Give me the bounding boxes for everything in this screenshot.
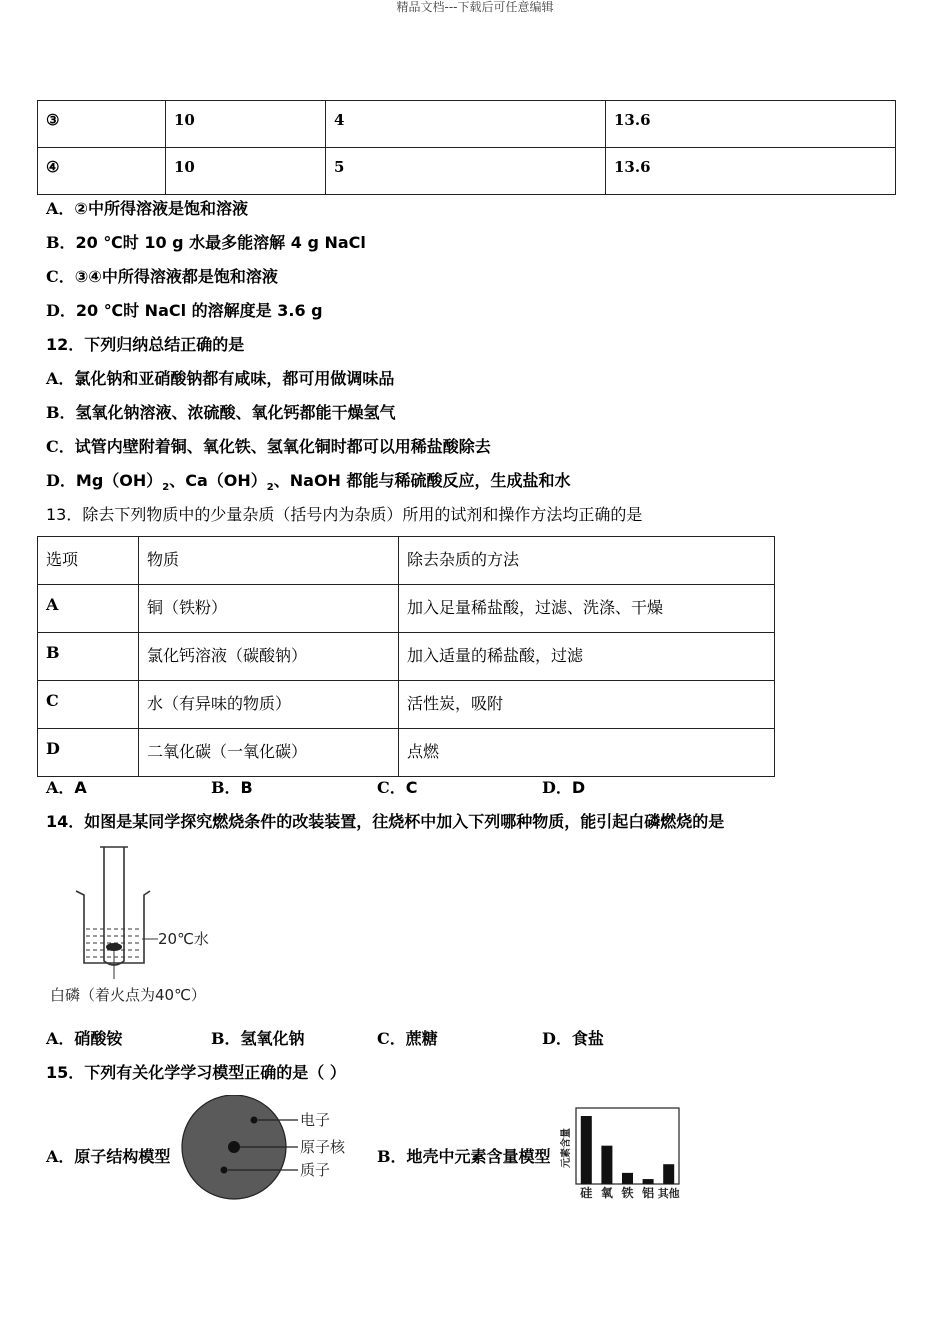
proton-dot: [221, 1167, 228, 1174]
table-header-cell: 选项: [38, 537, 139, 585]
chart-bar: [601, 1146, 612, 1184]
option-text: A: [74, 778, 87, 797]
option-text: 蔗糖: [405, 1029, 438, 1048]
table-header-cell: 除去杂质的方法: [399, 537, 775, 585]
q14-option-d[interactable]: [542, 1029, 604, 1049]
q12-option-d[interactable]: [46, 471, 571, 498]
table-cell: ④: [38, 148, 166, 195]
table-cell: 氯化钙溶液（碳酸钠）: [139, 633, 399, 681]
table-row: [38, 681, 775, 729]
option-text: ③④中所得溶液都是饱和溶液: [74, 267, 278, 286]
option-text: 氢氧化钠: [240, 1029, 305, 1048]
nucleus-dot: [228, 1141, 240, 1153]
q13-option-c[interactable]: [377, 778, 418, 798]
beaker: [76, 891, 150, 963]
option-label: D．: [46, 471, 76, 490]
chart-tick-label: 氧: [600, 1186, 613, 1200]
q14-stem: 14．如图是某同学探究燃烧条件的改装装置，往烧杯中加入下列哪种物质，能引起白磷燃烧的是: [46, 812, 725, 831]
white-phosphorus: [106, 943, 122, 951]
option-text: 氯化钠和亚硝酸钠都有咸味，都可用做调味品: [74, 369, 395, 388]
q15-stem: 15．下列有关化学学习模型正确的是（ ）: [46, 1063, 346, 1082]
electron-dot: [251, 1117, 258, 1124]
option-label: C．: [46, 437, 75, 456]
subscript: 2: [162, 482, 170, 494]
solubility-table: [37, 100, 896, 195]
option-text: 氢氧化钠溶液、浓硫酸、氧化钙都能干燥氢气: [75, 403, 396, 422]
q15-option-b[interactable]: [377, 1147, 551, 1167]
q14-option-b[interactable]: [211, 1029, 305, 1049]
q13-option-b[interactable]: [211, 778, 253, 798]
table-row: [38, 633, 775, 681]
q13-stem: 13．除去下列物质中的少量杂质（括号内为杂质）所用的试剂和操作方法均正确的是: [46, 505, 643, 524]
q11-option-c[interactable]: [46, 267, 278, 287]
q12-option-c[interactable]: [46, 437, 491, 457]
table-cell: 13.6: [606, 101, 896, 148]
table-cell: 活性炭，吸附: [399, 681, 775, 729]
subscript: 2: [266, 482, 274, 494]
table-cell: 4: [326, 101, 606, 148]
option-label: A．: [46, 369, 75, 388]
option-text: ②中所得溶液是饱和溶液: [74, 199, 248, 218]
table-cell: 水（有异味的物质）: [139, 681, 399, 729]
table-row: [38, 148, 896, 195]
option-label: A．: [46, 778, 75, 797]
crust-element-chart: [556, 1104, 686, 1200]
option-text: 、NaOH 都能与稀硫酸反应，生成盐和水: [273, 471, 571, 490]
option-label: A．: [46, 1029, 75, 1048]
q15-option-a[interactable]: [46, 1147, 170, 1167]
table-cell: ③: [38, 101, 166, 148]
table-cell: 加入足量稀盐酸，过滤、洗涤、干燥: [399, 585, 775, 633]
q13-option-d[interactable]: [542, 778, 585, 798]
option-label: C．: [377, 1029, 406, 1048]
chart-bar: [622, 1173, 633, 1184]
table-cell: A: [38, 585, 139, 633]
page-header: 精品文档---下载后可任意编辑: [396, 0, 554, 14]
electron-label: 电子: [300, 1111, 331, 1129]
chart-bar: [643, 1179, 654, 1184]
q12-stem: 12．下列归纳总结正确的是: [46, 335, 245, 354]
table-cell: 13.6: [606, 148, 896, 195]
option-text: 硝酸铵: [74, 1029, 123, 1048]
q12-option-b[interactable]: [46, 403, 396, 423]
table-row: [38, 101, 896, 148]
option-label: C．: [377, 778, 406, 797]
option-text: 地壳中元素含量模型: [406, 1147, 551, 1166]
table-cell: 点燃: [399, 729, 775, 777]
option-text: 、Ca（OH）: [169, 471, 267, 490]
option-label: D．: [46, 301, 76, 320]
atom-model-figure: [178, 1095, 368, 1205]
option-text: 试管内壁附着铜、氧化铁、氢氧化铜时都可以用稀盐酸除去: [74, 437, 491, 456]
table-cell: 10: [166, 148, 326, 195]
q13-option-a[interactable]: [46, 778, 87, 798]
option-label: B．: [211, 1029, 241, 1048]
option-label: A．: [46, 1147, 75, 1166]
table-cell: C: [38, 681, 139, 729]
option-text: C: [405, 778, 418, 797]
impurity-table: [37, 536, 775, 777]
option-text: 20 ℃时 NaCl 的溶解度是 3.6 g: [75, 301, 323, 320]
option-text: Mg（OH）: [75, 471, 163, 490]
option-label: B．: [211, 778, 241, 797]
table-header-cell: 物质: [139, 537, 399, 585]
option-label: A．: [46, 199, 75, 218]
option-label: B．: [46, 233, 76, 252]
q11-option-b[interactable]: [46, 233, 366, 253]
chart-tick-label: 其他: [657, 1187, 680, 1200]
chart-tick-label: 硅: [580, 1186, 593, 1200]
combustion-apparatus-figure: [40, 843, 240, 1008]
proton-label: 质子: [300, 1161, 331, 1179]
option-label: D．: [542, 1029, 572, 1048]
option-label: B．: [377, 1147, 407, 1166]
table-cell: 铜（铁粉）: [139, 585, 399, 633]
chart-ylabel: 元素含量: [561, 1128, 572, 1168]
table-cell: D: [38, 729, 139, 777]
chart-bar: [581, 1116, 592, 1184]
table-row: [38, 729, 775, 777]
q12-option-a[interactable]: [46, 369, 394, 389]
option-text: 20 ℃时 10 g 水最多能溶解 4 g NaCl: [75, 233, 366, 252]
chart-tick-label: 铝: [642, 1186, 655, 1200]
table-cell: 10: [166, 101, 326, 148]
option-text: B: [240, 778, 253, 797]
water-label: 20℃水: [158, 930, 209, 948]
option-text: 食盐: [571, 1029, 604, 1048]
option-label: C．: [46, 267, 75, 286]
table-cell: 加入适量的稀盐酸，过滤: [399, 633, 775, 681]
chart-bar: [663, 1164, 674, 1184]
table-cell: B: [38, 633, 139, 681]
q14-option-c[interactable]: [377, 1029, 438, 1049]
table-header-row: [38, 537, 775, 585]
chart-tick-label: 铁: [621, 1186, 634, 1200]
option-text: 原子结构模型: [74, 1147, 171, 1166]
option-label: D．: [542, 778, 572, 797]
nucleus-label: 原子核: [300, 1138, 346, 1156]
q11-option-a[interactable]: [46, 199, 248, 219]
table-cell: 5: [326, 148, 606, 195]
option-label: B．: [46, 403, 76, 422]
q11-option-d[interactable]: [46, 301, 323, 321]
q14-option-a[interactable]: [46, 1029, 122, 1049]
option-text: D: [571, 778, 586, 797]
table-cell: 二氧化碳（一氧化碳）: [139, 729, 399, 777]
table-row: [38, 585, 775, 633]
phosphorus-label: 白磷（着火点为40℃）: [50, 986, 206, 1004]
